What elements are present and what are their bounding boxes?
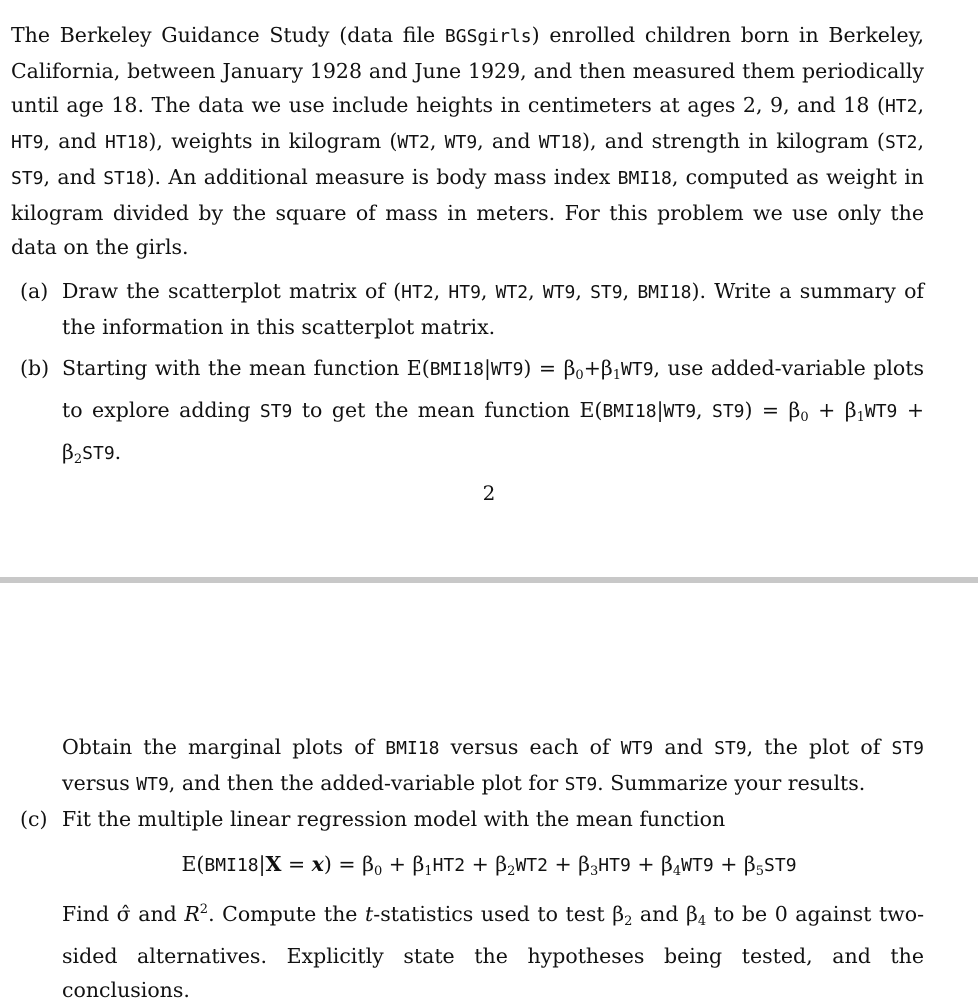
item-b bbox=[20, 351, 924, 477]
item-b-continuation: Obtain the marginal plots of BMI18 versus each of WT9 and ST9, the plot of ST9 versus WT9, and then the added-variable plot for ST9. Summarize your results. bbox=[62, 735, 924, 795]
item-c-text: Fit the multiple linear regression model with the mean function bbox=[62, 807, 726, 831]
item-c bbox=[20, 802, 924, 836]
page-divider bbox=[0, 577, 978, 583]
item-b-text: Starting with the mean function $E(BMI18|WT9) = \beta_0+\beta_1WT9$, use added-variable plots to explore adding ST9 to get the mean function E(BMI18|WT9, $ST9) = \beta_0 + \beta_1WT9 + \beta_2ST9$. bbox=[62, 356, 925, 467]
item-a-label: (a) bbox=[20, 279, 49, 303]
item-a-text: Draw the scatterplot matrix of (HT2, HT9, WT2, WT9, ST9, BMI18). Write a summary of the information in this scatterplot matrix. bbox=[62, 279, 925, 339]
page-2 bbox=[0, 584, 978, 1002]
item-a bbox=[20, 274, 924, 344]
item-b-label: (b) bbox=[20, 356, 50, 380]
item-c-followup: Find σ̂ and $R^2$. Compute the t-statistics used to test $\beta_2$ and $\beta_4$ to be 0 against two-sided alternatives. Explicitly state the hypotheses being tested, and the conclusions. bbox=[62, 902, 924, 1002]
item-c-label: (c) bbox=[20, 807, 48, 831]
regression-equation: $E(BMI18|X = x) = \beta_0 + \beta_1HT2 + \beta_2WT2 + \beta_3HT9 + \beta_4WT9 + \beta_5ST9$ bbox=[181, 852, 797, 879]
intro-paragraph: The Berkeley Guidance Study (data file BGSgirls) enrolled children born in Berkeley, California, between January 1928 and June 1929, and then measured them periodically until age 18. The data we use include heights in centimeters at ages 2, 9, and 18 (HT2, HT9, and HT18), weights in kilogram (WT2, WT9, and WT18), and strength in kilogram (ST2, ST9, and ST18). An additional measure is body mass index BMI18, computed as weight in kilogram divided by the square of mass in meters. For this problem we use only the data on the girls. bbox=[11, 23, 924, 259]
page-number: 2 bbox=[482, 481, 496, 505]
